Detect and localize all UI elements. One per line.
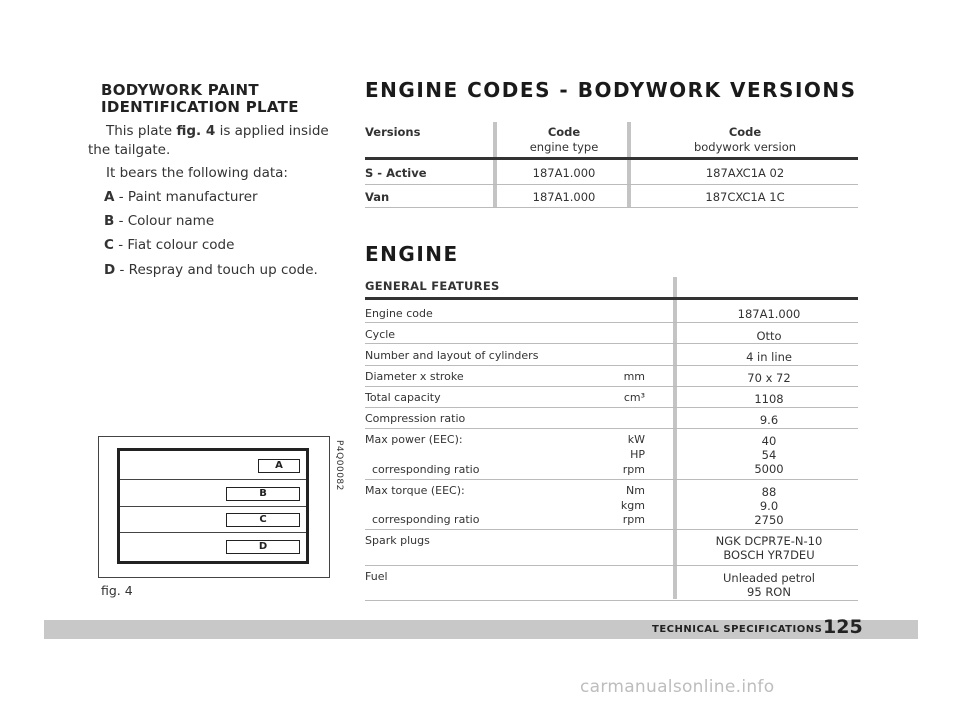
spec-label: Diameter x stroke <box>365 370 464 383</box>
spec-value: NGK DCPR7E-N-10 <box>715 534 823 548</box>
spec-value: 9.6 <box>759 413 779 427</box>
table-row-divider <box>365 365 858 366</box>
spec-value: 40 <box>761 434 777 448</box>
spec-value: 54 <box>761 448 777 462</box>
spec-label: Number and layout of cylinders <box>365 349 539 362</box>
engine-title: ENGINE <box>365 242 459 266</box>
table-cell-version: Van <box>365 190 390 204</box>
spec-label: Cycle <box>365 328 396 341</box>
list-item: D - Respray and touch up code. <box>104 262 318 278</box>
spec-unit: kW <box>627 433 645 446</box>
spec-unit: rpm <box>622 463 645 476</box>
figure-code: P4Q00082 <box>334 440 344 491</box>
spec-label: Max power (EEC): <box>365 433 463 446</box>
general-features-heading: GENERAL FEATURES <box>365 279 500 293</box>
table-cell-version: S - Active <box>365 166 427 180</box>
table-cell-engine: 187A1.000 <box>532 190 596 204</box>
table-cell-engine: 187A1.000 <box>532 166 596 180</box>
table-rule <box>365 297 858 300</box>
table-row-divider <box>365 207 858 208</box>
spec-unit: HP <box>630 448 645 461</box>
table-row-divider <box>365 184 858 185</box>
spec-unit: mm <box>623 370 645 383</box>
table-row-divider <box>365 428 858 429</box>
page-number: 125 <box>823 616 863 638</box>
plate-slot-b: B <box>226 487 300 501</box>
spec-value: 2750 <box>754 513 784 527</box>
spec-unit: kgm <box>620 499 645 512</box>
spec-unit: cm³ <box>623 391 645 404</box>
spec-unit: Nm <box>626 484 645 497</box>
list-item: A - Paint manufacturer <box>104 189 258 205</box>
column-separator <box>673 277 677 599</box>
spec-label: Engine code <box>365 307 433 320</box>
spec-label: Spark plugs <box>365 534 430 547</box>
table-row-divider <box>365 565 858 566</box>
engine-codes-title: ENGINE CODES - BODYWORK VERSIONS <box>365 78 857 102</box>
spec-label: Fuel <box>365 570 388 583</box>
plate-slot-c: C <box>226 513 300 527</box>
table-row-divider <box>365 386 858 387</box>
plate-divider <box>120 532 306 533</box>
table-row-divider <box>365 529 858 530</box>
plate-description: This plate fig. 4 is applied inside the tailgate. <box>88 123 329 158</box>
spec-value: 5000 <box>754 462 784 476</box>
plate-slot-d: D <box>226 540 300 554</box>
list-item: C - Fiat colour code <box>104 237 235 253</box>
spec-value: 95 RON <box>747 585 791 599</box>
table-rule <box>365 157 858 160</box>
column-separator <box>493 122 497 208</box>
watermark: carmanualsonline.info <box>580 677 775 697</box>
figure-caption: fig. 4 <box>101 583 133 598</box>
table-row-divider <box>365 322 858 323</box>
col-header-versions: Versions <box>365 125 421 139</box>
footer-section-label: TECHNICAL SPECIFICATIONS <box>652 624 823 635</box>
plate-slot-a: A <box>258 459 300 473</box>
spec-sublabel: corresponding ratio <box>372 513 480 526</box>
table-row-divider <box>365 479 858 480</box>
col-header-engine-code: Code engine type <box>529 125 599 154</box>
plate-title: BODYWORK PAINT IDENTIFICATION PLATE <box>101 81 299 116</box>
spec-value: 70 x 72 <box>747 371 791 385</box>
spec-label: Compression ratio <box>365 412 466 425</box>
spec-value: Otto <box>756 329 782 343</box>
table-row-divider <box>365 343 858 344</box>
spec-unit: rpm <box>622 513 645 526</box>
spec-value: 4 in line <box>746 350 792 364</box>
spec-value: 88 <box>761 485 777 499</box>
spec-value: 9.0 <box>759 499 779 513</box>
spec-label: Total capacity <box>365 391 441 404</box>
plate-divider <box>120 506 306 507</box>
table-cell-body: 187AXC1A 02 <box>705 166 785 180</box>
list-item: B - Colour name <box>104 213 215 229</box>
spec-value: Unleaded petrol <box>723 571 815 585</box>
spec-value: BOSCH YR7DEU <box>723 548 815 562</box>
spec-value: 187A1.000 <box>737 307 801 321</box>
col-header-bodywork-code: Code bodywork version <box>693 125 797 154</box>
table-row-divider <box>365 600 858 601</box>
plate-divider <box>120 479 306 480</box>
spec-sublabel: corresponding ratio <box>372 463 480 476</box>
plate-data-intro: It bears the following data: <box>106 165 288 181</box>
table-row-divider <box>365 407 858 408</box>
table-cell-body: 187CXC1A 1C <box>705 190 785 204</box>
spec-value: 1108 <box>754 392 784 406</box>
spec-label: Max torque (EEC): <box>365 484 465 497</box>
